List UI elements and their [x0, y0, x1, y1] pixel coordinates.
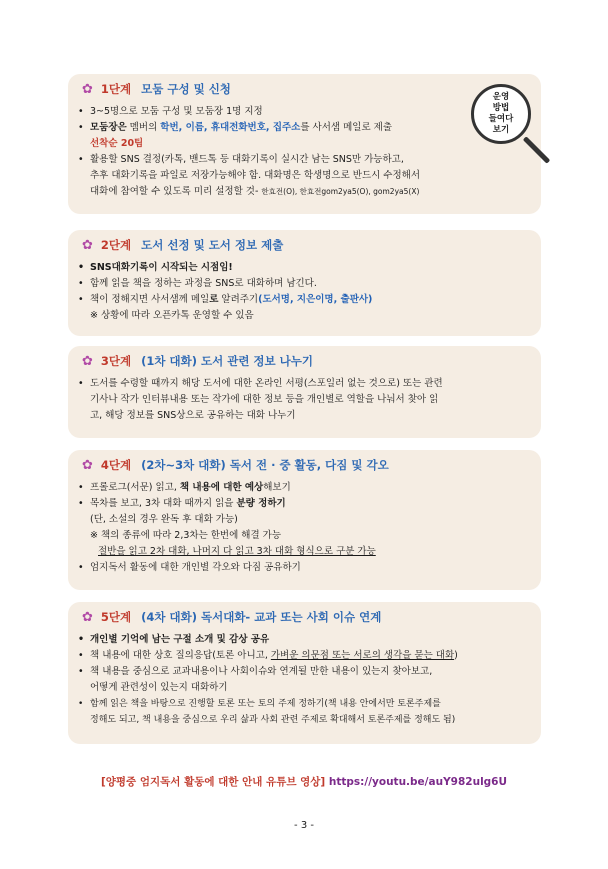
stage4-line1: • 프롤로그(서문) 읽고, 책 내용에 대한 예상해보기 — [78, 482, 291, 493]
stage5-header — [78, 608, 531, 626]
stage5-line2: • 책 내용에 대한 상호 질의응답(토론 아니고, 가벼운 의문점 또는 서로의 생각을 묻는 대화) — [78, 650, 458, 661]
stage1-title: 모둠 구성 및 신청 — [141, 82, 231, 96]
stage2-title: 도서 선정 및 도서 정보 제출 — [141, 238, 284, 252]
flower-icon: ✿ — [82, 237, 93, 253]
stage5-line3: • 책 내용을 중심으로 교과내용이나 사회이슈와 연계될 만한 내용이 있는지 찾아보고, — [78, 666, 433, 677]
stage5-card — [68, 602, 541, 744]
stage5-line4: 어떻게 관련성이 있는지 대화하기 — [90, 682, 228, 693]
stage4-line5: 절반을 읽고 2차 대화, 나머지 다 읽고 3차 대화 형식으로 구분 가능 — [98, 546, 376, 557]
stage3-line3: 고, 해당 정보를 SNS상으로 공유하는 대화 나누기 — [90, 410, 296, 421]
stage4-title: (2차~3차 대화) 독서 전 · 중 활동, 다짐 및 각오 — [141, 458, 389, 472]
stage4-line3: (단, 소설의 경우 완독 후 대화 가능) — [90, 514, 238, 525]
youtube-guide-label: [양평중 엄지독서 활동에 대한 안내 유튜브 영상] — [100, 776, 329, 788]
youtube-guide-link[interactable] — [0, 774, 608, 789]
stage1-header — [78, 80, 531, 98]
stage1-line6: 대화에 참여할 수 있도록 미리 설정할 것- 한효전(O), 한효전gom2ya5(O), gom2ya5(X) — [90, 186, 420, 197]
stage1-label: 1단계 — [100, 82, 132, 96]
flower-icon: ✿ — [82, 609, 93, 625]
stage2-label: 2단계 — [100, 238, 132, 252]
stage2-line4: ※ 상황에 따라 오픈카톡 운영할 수 있음 — [90, 310, 254, 321]
magnifier-badge: 운영 방법 들여다 보기 — [471, 84, 531, 144]
stage5-line1: • 개인별 기억에 남는 구절 소개 및 감상 공유 — [78, 634, 270, 645]
stage3-header — [78, 352, 531, 370]
stage4-line6: • 엄지독서 활동에 대한 개인별 각오와 다짐 공유하기 — [78, 562, 301, 573]
stage2-line2: • 함께 읽을 책을 정하는 과정을 SNS로 대화하며 남긴다. — [78, 278, 317, 289]
stage4-label: 4단계 — [100, 458, 132, 472]
stage2-line1: • SNS대화기록이 시작되는 시점임! — [78, 262, 233, 273]
stage2-card — [68, 230, 541, 336]
stage1-line3: 선착순 20팀 — [90, 138, 144, 149]
stage4-card — [68, 450, 541, 590]
page-number: - 3 - — [294, 820, 314, 831]
stage2-header — [78, 236, 531, 254]
youtube-url[interactable]: https://youtu.be/auY982ulg6U — [328, 776, 508, 788]
stage4-header — [78, 456, 531, 474]
stage1-line2: • 모둠장은 멤버의 학번, 이름, 휴대전화번호, 집주소를 사서샘 메일로 제출 — [78, 122, 393, 133]
stage1-line4: • 활용할 SNS 결정(카톡, 밴드톡 등 대화기록이 실시간 남는 SNS만 가능하고, — [78, 154, 404, 165]
stage3-label: 3단계 — [100, 354, 132, 368]
stage5-title: (4차 대화) 독서대화- 교과 또는 사회 이슈 연계 — [141, 610, 382, 624]
stage5-line6: 정해도 되고, 책 내용을 중심으로 우리 삶과 사회 관련 주제로 확대해서 토론주제를 정해도 됨) — [90, 715, 456, 725]
stage5-line5: • 함께 읽은 책을 바탕으로 진행할 토론 또는 토의 주제 정하기(책 내용 안에서만 토론주제를 — [78, 699, 441, 709]
stage3-card — [68, 346, 541, 438]
flower-icon: ✿ — [82, 353, 93, 369]
stage3-title: (1차 대화) 도서 관련 정보 나누기 — [141, 354, 313, 368]
stage3-line1: • 도서를 수령할 때까지 해당 도서에 대한 온라인 서평(스포일러 없는 것으로) 또는 관련 — [78, 378, 443, 389]
stage5-label: 5단계 — [100, 610, 132, 624]
stage1-line1: • 3~5명으로 모둠 구성 및 모둠장 1명 지정 — [78, 106, 263, 117]
stage4-line4: ※ 책의 종류에 따라 2,3차는 한번에 해결 가능 — [90, 530, 282, 541]
stage2-line3: • 책이 정해지면 사서샘께 메일로 알려주기(도서명, 지은이명, 출판사) — [78, 294, 373, 305]
flower-icon: ✿ — [82, 81, 93, 97]
stage1-line5: 추후 대화기록을 파일로 저장가능해야 함. 대화명은 학생명으로 반드시 수정해서 — [90, 170, 421, 181]
stage4-line2: • 목차를 보고, 3차 대화 때까지 읽을 분량 정하기 — [78, 498, 286, 509]
stage1-card — [68, 74, 541, 214]
stage3-line2: 기사나 작가 인터뷰내용 또는 작가에 대한 정보 등을 개인별로 역할을 나눠서 찾아 읽 — [90, 394, 439, 405]
flower-icon: ✿ — [82, 457, 93, 473]
